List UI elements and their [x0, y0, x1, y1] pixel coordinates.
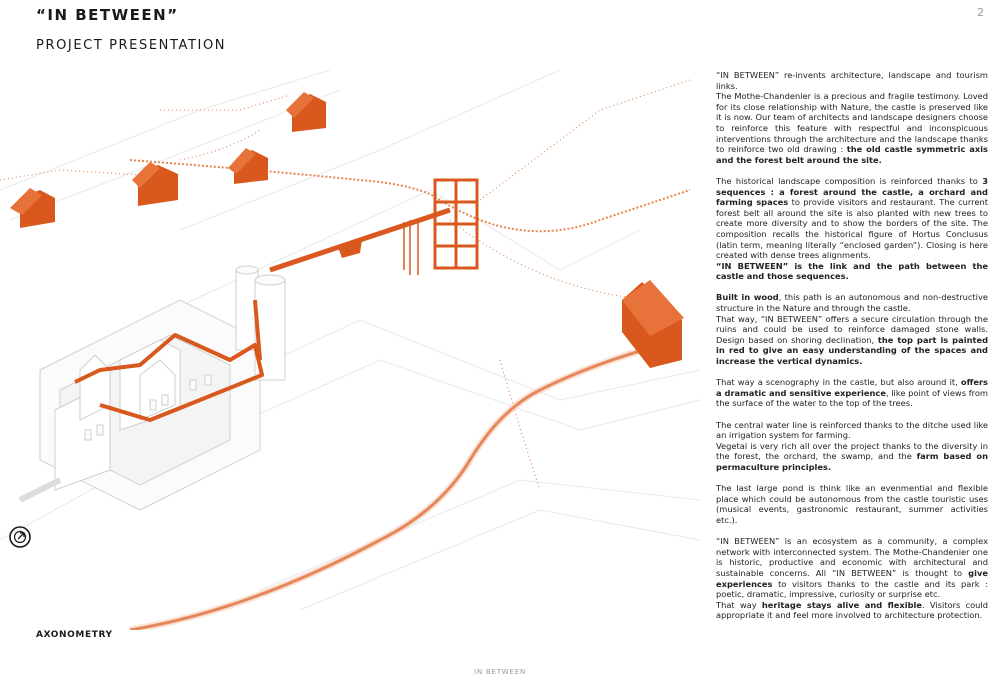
paragraph-text: “IN BETWEEN” is an ecosystem as a community, a complex network with interconnected system. The Mothe-Chandenier one is historic, productive and economic with architectural and sustainable concerns. All “IN BETWEEN” is thought to [716, 536, 988, 578]
paragraph-text: to visitors thanks to the castle and its park : poetic, dramatic, impressive, curiosity or surprise etc. [716, 578, 988, 600]
page-title: “IN BETWEEN” [36, 6, 179, 24]
body-paragraph [716, 91, 988, 165]
paragraph-text: , this path is an autonomous and non-destructive structure in the Nature and through the castle. [716, 292, 989, 314]
observation-tower [404, 180, 477, 275]
bold-text: the old castle symmetric axis and the forest belt around the site. [716, 144, 988, 165]
bridge [270, 210, 450, 270]
house-3 [228, 148, 268, 184]
paragraph-text: to provide visitors and restaurant. The current forest belt all around the site is also planted with new trees to create more diversity and to show the borders of the site. The composition recalls the historical figure of Hortus Conclusus (latin term, meaning literally “enclosed garden”). Closing is here created with dense trees alignments. [716, 197, 988, 261]
paragraph-text: “IN BETWEEN” re-invents architecture, landscape and tourism links. [716, 70, 988, 91]
paragraph-text: . Visitors could appropriate it and feel more involved to architecture protection. [716, 599, 988, 621]
house-1 [10, 188, 55, 228]
paragraph-text: The last large pond is think like an evenmential and flexible place which could be autonomous from the castle touristic uses (musical events, gastronomic restaurant, summer activities etc.). [716, 483, 988, 525]
paragraph-text: That way a scenography in the castle, but also around it, [716, 377, 961, 388]
page-subtitle: PROJECT PRESENTATION [36, 38, 227, 53]
body-paragraph [716, 176, 988, 261]
north-arrow-icon [8, 525, 32, 549]
axonometry-illustration [0, 70, 700, 630]
body-paragraph [716, 314, 988, 367]
bold-text: offers a dramatic and sensitive experience [716, 377, 988, 398]
castle [40, 266, 285, 510]
paragraph-text: That way [716, 599, 762, 610]
bold-text: farm based on permaculture principles. [716, 451, 989, 472]
page-number: 2 [977, 6, 984, 19]
paragraph-text: , like point of views from the surface of the water to the top of the trees. [716, 387, 988, 409]
body-text [716, 70, 988, 621]
body-paragraph [716, 70, 988, 91]
paragraph-text: The central water line is reinforced thanks to the ditche used like an irrigation system for farming. [716, 419, 988, 441]
bold-text: “IN BETWEEN” is the link and the path between the castle and those sequences. [716, 260, 988, 282]
body-paragraph [716, 261, 988, 282]
body-paragraph [716, 483, 988, 525]
body-paragraph [716, 600, 988, 621]
paragraph-text: The Mothe-Chandenier is a precious and fragile testimony. Loved for its close relationship with Nature, the castle is preserved like it is now. Our team of architects and landscape designers choose to reinforce this feature with respectful and inconspicuous interventions through the architecture and the landscape thanks to reinforce two old drawing : [716, 91, 988, 155]
paragraph-text: The historical landscape composition is reinforced thanks to [716, 175, 983, 186]
body-paragraph [716, 420, 988, 441]
bold-text: the top part is painted in red to give an easy understanding of the spaces and increase the vertical dynamics. [716, 334, 989, 367]
body-paragraph [716, 536, 988, 600]
body-paragraph [716, 377, 988, 409]
house-2 [132, 162, 178, 206]
bold-text: 3 sequences : a forest around the castle, a orchard and farming spaces [716, 175, 988, 208]
bold-text: Built in wood [716, 292, 779, 303]
body-paragraph [716, 441, 988, 473]
figure-caption: AXONOMETRY [36, 630, 113, 640]
bold-text: heritage stays alive and flexible [761, 599, 922, 610]
paragraph-text: Vegetal is very rich all over the project thanks to the diversity in the forest, the orchard, the swamp, and the [716, 440, 988, 462]
body-paragraph [716, 292, 988, 313]
bold-text: give experiences [716, 567, 988, 589]
paragraph-text: That way, “IN BETWEEN” offers a secure circulation through the ruins and could be used to reinforce damaged stone walls. Design based on shoring declination, [716, 313, 988, 345]
footer-text: IN BETWEEN [473, 668, 527, 676]
